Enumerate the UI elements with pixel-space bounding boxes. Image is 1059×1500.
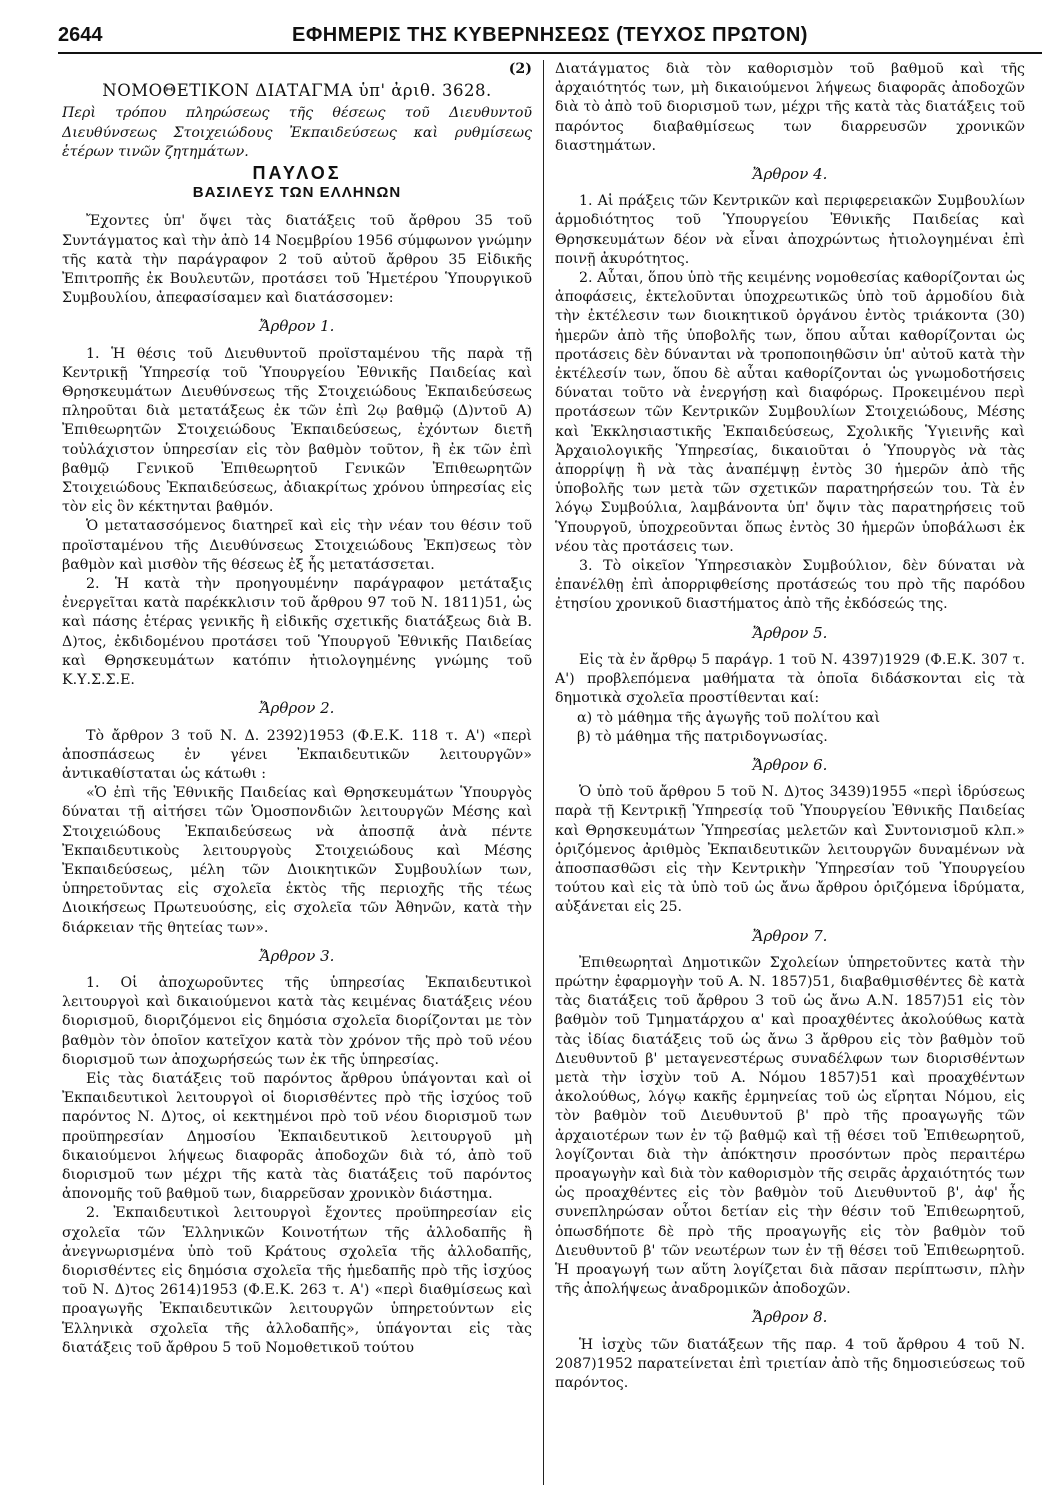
article-4-paragraph-1: 1. Αἱ πράξεις τῶν Κεντρικῶν καὶ περιφερειακῶν Συμβουλίων ἁρμοδιότητος τοῦ Ὑπουργείου Ἐθνικῆς Παιδείας καὶ Θρησκευμάτων δέον νὰ εἶναι ἀποχρώντως ἠτιολογημέναι ἐπὶ ποινῇ ἀκυρότητος. (555, 193, 1025, 267)
article-5-item-a: α) τὸ μάθημα τῆς ἀγωγῆς τοῦ πολίτου καὶ (577, 709, 881, 726)
article-6-heading: Ἄρθρον 6. (752, 755, 828, 774)
article-4-paragraph-2: 2. Αὗται, ὅπου ὑπὸ τῆς κειμένης νομοθεσίας καθορίζονται ὡς ἀποφάσεις, ἐκτελοῦνται ὑποχρεωτικῶς ὑπὸ τοῦ ἁρμοδίου διὰ τὴν ἐκτέλεσιν των διοικητικοῦ ὀργάνου ἐντὸς τριάκοντα (30) ἡμερῶν ἀπὸ τῆς ὑποβολῆς των, ὅπου αὗται καθορίζονται ὡς προτάσεις δὲν δύνανται νὰ τροποποιηθῶσιν ὑπ' αὐτοῦ κατὰ τὴν ἐκτέλεσίν των, ὅπου δὲ αὗται καθορίζονται ὡς γνωμοδοτήσεις δύναται τοῦτο νὰ ἐνεργήσῃ καὶ διαφόρως. Προκειμένου περὶ προτάσεων τῶν Κεντρικῶν Συμβουλίων Στοιχειώδους, Μέσης καὶ Ἐκκλησιαστικῆς Ἐκπαιδεύσεως, Σχολικῆς Ὑγιεινῆς καὶ Ἀρχαιολογικῆς Ὑπηρεσίας, δικαιοῦται ὁ Ὑπουργὸς νὰ τὰς ἀπορρίψῃ ἢ νὰ τὰς ἀναπέμψῃ ἐντὸς 30 ἡμερῶν ἀπὸ τῆς ὑποβολῆς των μετὰ τῶν σχετικῶν παρατηρήσεών του. Τὰ ἐν λόγῳ Συμβούλια, λαμβάνοντα ὑπ' ὄψιν τὰς παρατηρήσεις τοῦ Ὑπουργοῦ, ὑποχρεοῦνται ὅπως ἐντὸς 30 ἡμερῶν ὑποβάλωσι ἐκ νέου τὰς προτάσεις των. (555, 270, 1025, 555)
preamble: Ἔχοντες ὑπ' ὄψει τὰς διατάξεις τοῦ ἄρθρου 35 τοῦ Συντάγματος καὶ τὴν ἀπὸ 14 Νοεμβρίου 1956 σύμφωνον γνώμην τῆς κατὰ τὴν παράγραφον 2 τοῦ αὐτοῦ ἄρθρου 35 Εἰδικῆς Ἐπιτροπῆς ἐκ Βουλευτῶν, προτάσει τοῦ Ἡμετέρου Ὑπουργικοῦ Συμβουλίου, ἀπεφασίσαμεν καὶ διατάσσομεν: (62, 213, 532, 307)
article-4-heading: Ἄρθρον 4. (752, 165, 828, 184)
king-title: ΒΑΣΙΛΕΥΣ ΤΩΝ ΕΛΛΗΝΩΝ (192, 184, 402, 202)
article-3-paragraph-3: 2. Ἐκπαιδευτικοὶ λειτουργοὶ ἔχοντες προϋπηρεσίαν εἰς σχολεῖα τῶν Ἑλληνικῶν Κοινοτήτων τῆς ἀλλοδαπῆς ἢ ἀνεγνωρισμένα ὑπὸ τοῦ Κράτους σχολεῖα τῆς ἀλλοδαπῆς, διορισθέντες εἰς δημόσια σχολεῖα τῆς ἡμεδαπῆς πρὸ τῆς ἰσχύος τοῦ Ν. Δ)τος 2614)1953 (Φ.Ε.Κ. 263 τ. Α') «περὶ διαθμίσεως καὶ προαγωγῆς Ἐκπαιδευτικῶν λειτουργῶν ὑπηρετούντων εἰς Ἑλληνικὰ σχολεῖα τῆς ἀλλοδαπῆς», ὑπάγονται εἰς τὰς διατάξεις τοῦ ἄρθρου 5 τοῦ Νομοθετικοῦ τούτου (62, 1205, 532, 1356)
decree-title: ΝΟΜΟΘΕΤΙΚΟΝ ΔΙΑΤΑΓΜΑ ὑπ' ἀριθ. 3628. (102, 81, 492, 101)
article-3-paragraph-2: Εἰς τὰς διατάξεις τοῦ παρόντος ἄρθρου ὑπάγονται καὶ οἱ Ἐκπαιδευτικοὶ λειτουργοὶ οἱ διορισθέντες πρὸ τῆς ἰσχύος τοῦ παρόντος Ν. Δ)τος, οἱ κεκτημένοι πρὸ τοῦ νέου διορισμοῦ των προϋπηρεσίαν Δημοσίου Ἐκπαιδευτικοῦ λειτουργοῦ μὴ δικαιούμενοι λήψεως διαφορᾶς ἀποδοχῶν διὰ τό, ἀπὸ τοῦ διορισμοῦ των μέχρι τῆς κατὰ τὰς διατάξεις τοῦ παρόντος ἀπονομῆς τοῦ βαθμοῦ των, διαρρεῦσαν χρονικὸν διάστημα. (62, 1070, 532, 1203)
article-7-paragraph-1: Ἐπιθεωρηταὶ Δημοτικῶν Σχολείων ὑπηρετοῦντες κατὰ τὴν πρώτην ἐφαρμογὴν τοῦ Α. Ν. 1857)51, διαβαθμισθέντες δὲ κατὰ τὰς διατάξεις τοῦ ἄρθρου 3 τοῦ ὡς ἄνω Α.Ν. 1857)51 εἰς τὸν βαθμὸν τοῦ Τμηματάρχου α' καὶ προαχθέντες ἀκολούθως κατὰ τὰς ἰδίας διατάξεις τοῦ ὡς ἄνω 3 ἄρθρου εἰς τὸν βαθμὸν τοῦ Διευθυντοῦ β' μεταγενεστέρως συναδέλφων των διορισθέντων μετὰ τὴν ἰσχὺν τοῦ Α. Νόμου 1857)51 καὶ προαχθέντων ἀκολούθως, λόγῳ κακῆς ἑρμηνείας τοῦ ὡς εἴρηται Νόμου, εἰς τὸν βαθμὸν τοῦ Διευθυντοῦ β' πρὸ τῆς προαγωγῆς τῶν ἀρχαιοτέρων των ἐν τῷ βαθμῷ καὶ τῇ θέσει τοῦ Ἐπιθεωρητοῦ, λογίζονται διὰ τὴν ἀπόκτησιν προσόντων πρὸς περαιτέρω προαγωγὴν καὶ διὰ τὸν καθορισμὸν τῆς σειρᾶς ἀρχαιότητός των ὡς προαχθέντες εἰς τὸν βαθμὸν τοῦ Διευθυντοῦ β', ἀφ' ἧς συνεπληρώσαν οὗτοι δετίαν εἰς τὴν θέσιν τοῦ Ἐπιθεωρητοῦ, ὁπωσδήποτε δὲ πρὸ τῆς προαγωγῆς εἰς τὸν βαθμὸν τοῦ Διευθυντοῦ β' τῶν νεωτέρων των ἐν τῇ θέσει τοῦ Ἐπιθεωρητοῦ. Ἡ προαγωγή των αὕτη λογίζεται διὰ πᾶσαν περίπτωσιν, πλὴν τῆς ἀπολήψεως ἀναδρομικῶν ἀποδοχῶν. (555, 954, 1025, 1298)
article-8-paragraph-1: Ἡ ἰσχὺς τῶν διατάξεων τῆς παρ. 4 τοῦ ἄρθρου 4 τοῦ Ν. 2087)1952 παρατείνεται ἐπὶ τριετίαν ἀπὸ τῆς δημοσιεύσεως τοῦ παρόντος. (555, 1336, 1025, 1391)
article-5-heading: Ἄρθρον 5. (752, 623, 828, 642)
article-2-heading: Ἄρθρον 2. (259, 699, 335, 718)
left-column (62, 60, 532, 1490)
page-number: 2644 (58, 24, 103, 46)
page-header (58, 18, 1042, 54)
article-1-paragraph-2: Ὁ μετατασσόμενος διατηρεῖ καὶ εἰς τὴν νέαν του θέσιν τοῦ προϊσταμένου τῆς Διευθύνσεως Στοιχειώδους Ἐκπ)σεως τὸν βαθμὸν καὶ μισθὸν τῆς θέσεως ἐξ ἧς μετατάσσεται. (62, 518, 532, 573)
document-number: (2) (508, 61, 532, 77)
article-3-heading: Ἄρθρον 3. (259, 946, 335, 965)
king-name: ΠΑΥΛΟΣ (252, 163, 342, 184)
continued-paragraph: Διατάγματος διὰ τὸν καθορισμὸν τοῦ βαθμοῦ καὶ τῆς ἀρχαιότητός των, μὴ δικαιούμενοι λήψεως διαφορᾶς ἀποδοχῶν διὰ τὸ ἀπὸ τοῦ διορισμοῦ των, μέχρι τῆς κατὰ τὰς διατάξεις τοῦ παρόντος διαβαθμίσεως των διαρρευσῶν χρονικῶν διαστημάτων. (555, 61, 1025, 154)
gazette-title: ΕΦΗΜΕΡΙΣ ΤΗΣ ΚΥΒΕΡΝΗΣΕΩΣ (ΤΕΥΧΟΣ ΠΡΩΤΟΝ) (292, 24, 808, 46)
article-6-paragraph-1: Ὁ ὑπὸ τοῦ ἄρθρου 5 τοῦ Ν. Δ)τος 3439)1955 «περὶ ἱδρύσεως παρὰ τῇ Κεντρικῇ Ὑπηρεσίᾳ τοῦ Ὑπουργείου Ἐθνικῆς Παιδείας καὶ Θρησκευμάτων Ὑπηρεσίας μελετῶν καὶ Συντονισμοῦ κλπ.» ὁριζόμενος ἀριθμὸς Ἐκπαιδευτικῶν λειτουργῶν δυναμένων νὰ ἀποσπασθῶσι εἰς τὴν Κεντρικὴν Ὑπηρεσίαν τοῦ Ὑπουργείου τούτου καὶ εἰς τὰ ὑπὸ τοῦ ὡς ἄνω ἄρθρου ὁριζόμενα ἱδρύματα, αὐξάνεται εἰς 25. (555, 784, 1025, 916)
article-1-paragraph-1: 1. Ἡ θέσις τοῦ Διευθυντοῦ προϊσταμένου τῆς παρὰ τῇ Κεντρικῇ Ὑπηρεσίᾳ τοῦ Ὑπουργείου Ἐθνικῆς Παιδείας καὶ Θρησκευμάτων Διευθύνσεως τῆς Στοιχειώδους Ἐκπαιδεύσεως πληροῦται διὰ μετατάξεως ἐκ τῶν ἐπὶ 2ῳ βαθμῷ (Δ)ντοῦ Α) Ἐπιθεωρητῶν Στοιχειώδους Ἐκπαιδεύσεως, ἐχόντων διετῆ τοὐλάχιστον ὑπηρεσίαν εἰς τὸν βαθμὸν τοῦτον, ἢ ἐκ τῶν ἐπὶ βαθμῷ Γενικοῦ Ἐπιθεωρητοῦ Γενικῶν Ἐπιθεωρητῶν Στοιχειώδους Ἐκπαιδεύσεως, ἀδιακρίτως χρόνου ὑπηρεσίας εἰς τὸν εἰς ὃν κέκτηνται βαθμόν. (62, 345, 532, 516)
column-divider (543, 60, 544, 1485)
article-5-item-b: β) τὸ μάθημα τῆς πατριδογνωσίας. (577, 728, 828, 745)
article-1-heading: Ἄρθρον 1. (259, 317, 335, 336)
right-column (555, 60, 1025, 1490)
article-7-heading: Ἄρθρον 7. (752, 926, 828, 945)
article-3-paragraph-1: 1. Οἱ ἀποχωροῦντες τῆς ὑπηρεσίας Ἐκπαιδευτικοὶ λειτουργοὶ καὶ δικαιούμενοι κατὰ τὰς κειμένας διατάξεις νέου διορισμοῦ, διοριζόμενοι εἰς δημόσια σχολεῖα διορίζονται με τὸν βαθμὸν τὸν ὁποῖον κατεῖχον κατὰ τὸν χρόνον τῆς πρὸ τοῦ νέου διορισμοῦ των ἀποχωρήσεώς των ἐκ τῆς ὑπηρεσίας. (62, 974, 532, 1068)
article-8-heading: Ἄρθρον 8. (752, 1308, 828, 1327)
article-5-paragraph-1: Εἰς τὰ ἐν ἄρθρῳ 5 παράγρ. 1 τοῦ Ν. 4397)1929 (Φ.Ε.Κ. 307 τ. Α') προβλεπόμενα μαθήματα τὰ ὁποῖα διδάσκονται εἰς τὰ δημοτικὰ σχολεῖα προστίθενται καί: (555, 651, 1025, 707)
article-2-paragraph-2: «Ὁ ἐπὶ τῆς Ἐθνικῆς Παιδείας καὶ Θρησκευμάτων Ὑπουργὸς δύναται τῇ αἰτήσει τῶν Ὁμοσπονδιῶν λειτουργῶν Μέσης καὶ Στοιχειώδους Ἐκπαιδεύσεως νὰ ἀποσπᾷ ἀνὰ πέντε Ἐκπαιδευτικοὺς λειτουργοὺς Στοιχειώδους καὶ Μέσης Ἐκπαιδεύσεως, μέλη τῶν Διοικητικῶν Συμβουλίων των, ὑπηρετοῦντας εἰς σχολεῖα ἐκτὸς τῆς περιοχῆς τῆς τέως Διοικήσεως Πρωτευούσης, εἰς σχολεῖα τῶν Ἀθηνῶν, κατὰ τὴν διάρκειαν τῆς θητείας των». (62, 785, 532, 936)
article-2-paragraph-1: Τὸ ἄρθρον 3 τοῦ Ν. Δ. 2392)1953 (Φ.Ε.Κ. 118 τ. Α') «περὶ ἀποσπάσεως ἐν γένει Ἐκπαιδευτικῶν λειτουργῶν» ἀντικαθίσταται ὡς κάτωθι : (62, 727, 532, 782)
article-4-paragraph-3: 3. Τὸ οἰκεῖον Ὑπηρεσιακὸν Συμβούλιον, δὲν δύναται νὰ ἐπανέλθῃ ἐπὶ ἀπορριφθείσης προτάσεώς του πρὸ τῆς παρόδου ἐτησίου χρονικοῦ διαστήματος ἀπὸ τῆς ἐκδόσεώς της. (555, 558, 1025, 613)
article-1-paragraph-3: 2. Ἡ κατὰ τὴν προηγουμένην παράγραφον μετάταξις ἐνεργεῖται κατὰ παρέκκλισιν τοῦ ἄρθρου 97 τοῦ Ν. 1811)51, ὡς καὶ πάσης ἑτέρας γενικῆς ἢ εἰδικῆς σχετικῆς διατάξεως διὰ Β. Δ)τος, ἐκδιδομένου προτάσει τοῦ Ὑπουργοῦ Ἐθνικῆς Παιδείας καὶ Θρησκευμάτων κατόπιν ἠτιολογημένης γνώμης τοῦ Κ.Υ.Σ.Σ.Ε. (62, 576, 532, 689)
decree-subject: Περὶ τρόπου πληρώσεως τῆς θέσεως τοῦ Διευθυντοῦ Διευθύνσεως Στοιχειώδους Ἐκπαιδεύσεως καὶ ρυθμίσεως ἑτέρων τινῶν ζητημάτων. (62, 105, 532, 160)
